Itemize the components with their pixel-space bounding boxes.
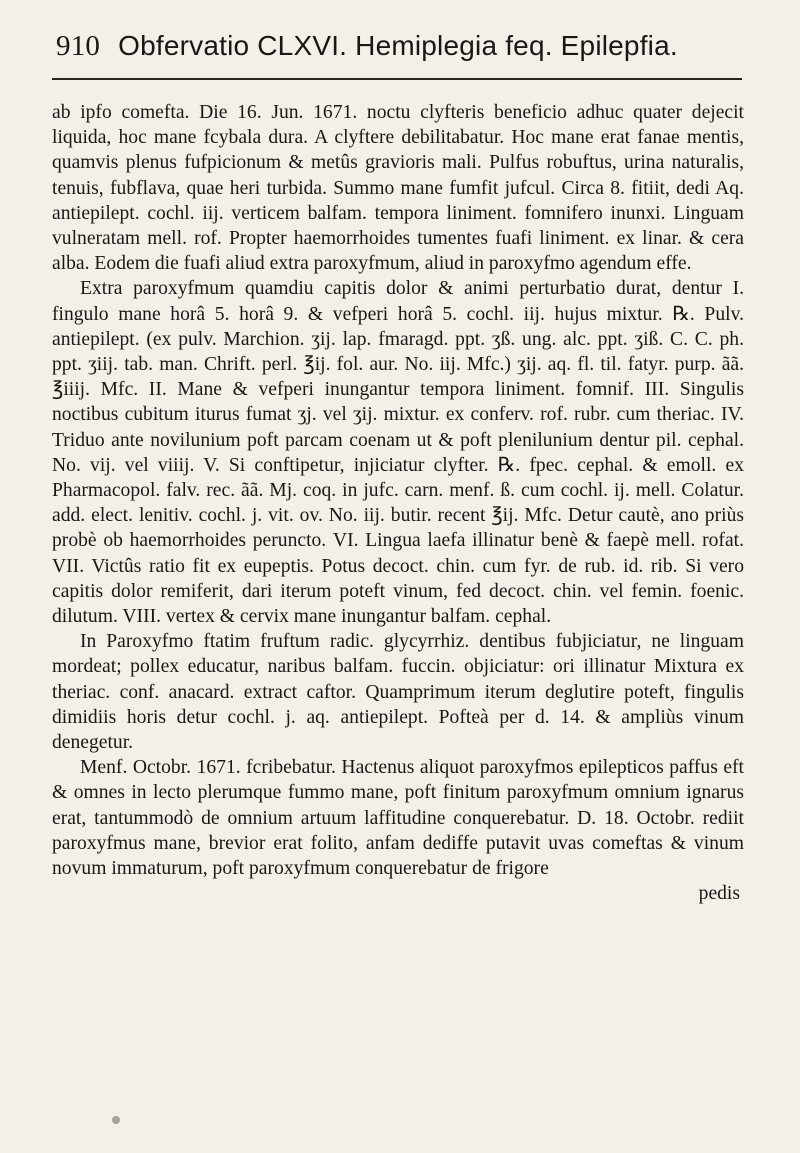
paragraph-extra-paroxysmum: Extra paroxyfmum quamdiu capitis dolor & animi perturbatio durat, dentur I. fingulo mane horâ 5. horâ 9. & vefperi horâ 5. cochl. iij. hujus mixtur. ℞. Pulv. antiepilept. (ex pulv. Marchion. ʒij. lap. fmaragd. ppt. ʒß. ung. alc. ppt. ʒiß. C. C. ph. ppt. ʒiij. tab. man. Chrift. perl. ℥ij. fol. aur. No. iij. Mfc.) ʒij. aq. fl. til. fatyr. purp. ãã. ℥iiij. Mfc. II. Mane & vefperi inungantur tempora liniment. fomnif. III. Singulis noctibus cubitum iturus fumat ʒj. vel ʒij. mixtur. ex conferv. rof. rubr. cum theriac. IV. Triduo ante novilunium poft parcam coenam ut & poft plenilunium dentur pil. cephal. No. vij. vel viiij. V. Si conftipetur, injiciatur clyfter. ℞. fpec. cephal. & emoll. ex Pharmacopol. falv. rec. ãã. Mj. coq. in jufc. carn. menf. ß. cum cochl. ij. mell. Colatur. add. elect. lenitiv. cochl. j. vit. ov. No. iij. butir. recent ℥ij. Mfc. Detur cautè, ano priùs probè ob haemorrhoides perunctо. VI. Lingua laefa illinatur benè & faepè mell. rofat. VII. Victûs ratio fit ex eupeptis. Potus decoct. chin. cum fyr. de rub. id. rib. Si vero capitis dolor remiferit, dari iterum poteft vinum, fed decoct. chin. vel femin. foenic. dilutum. VIII. vertex & cervix mane inungantur balfam. cephal. bbox=[52, 278, 744, 628]
page-number: 910 bbox=[56, 30, 101, 62]
paragraph-case-notes: ab ipfo comefta. Die 16. Jun. 1671. noctu clyfteris beneficio adhuc quater dejecit liquida, hoc mane fcybala dura. A clyftere debilitabatur. Hoc mane erat fanae mentis, quamvis plenus fufpicionum & metûs gravioris mali. Pulfus robuftus, urina naturalis, tenuis, fubflava, quae heri turbida. Summo mane fumfit jufcul. Circa 8. fitiit, dedi Aq. antiepilept. cochl. iij. verticem balfam. tempora liniment. fomnifero inunxi. Linguam vulneratam mell. rof. Propter haemorrhoides tumentes fuafi liniment. ex linar. & cera alba. Eodem die fuafi aliud extra paroxyfmum, aliud in paroxyfmo agendum effe. bbox=[52, 102, 744, 275]
running-header bbox=[52, 28, 744, 64]
paragraph-october: Menf. Octobr. 1671. fcribebatur. Hactenus aliquot paroxyfmos epilepticos paffus eft & omnes in lecto plerumque fummo mane, poft finitum paroxyfmum omnium ignarus erat, tantummodò de omnium artuum laffitudine conquerebatur. D. 18. Octobr. rediit paroxyfmus mane, brevior erat folito, anfam dediffe putavit uvas comeftas & vinum novum immaturum, poft paroxyfmum conquerebatur de frigore bbox=[52, 757, 744, 880]
page-body bbox=[52, 100, 744, 906]
ink-spot bbox=[112, 1116, 120, 1124]
paragraph-in-paroxysmo: In Paroxyfmo ftatim fruftum radic. glycyrrhiz. dentibus fubjiciatur, ne linguam mordeat; pollex educatur, naribus balfam. fuccin. objiciatur: ori illinatur Mixtura ex theriac. conf. anacard. extract caftor. Quamprimum iterum deglutire poteft, fingulis dimidiis horis detur cochl. j. aq. antiepilept. Pofteà per d. 14. & ampliùs vinum denegetur. bbox=[52, 631, 744, 754]
running-title: Obfervatio CLXVI. Hemiplegia feq. Epilepfia. bbox=[118, 30, 678, 61]
catchword: pedis bbox=[698, 883, 740, 905]
header-rule bbox=[52, 78, 742, 80]
